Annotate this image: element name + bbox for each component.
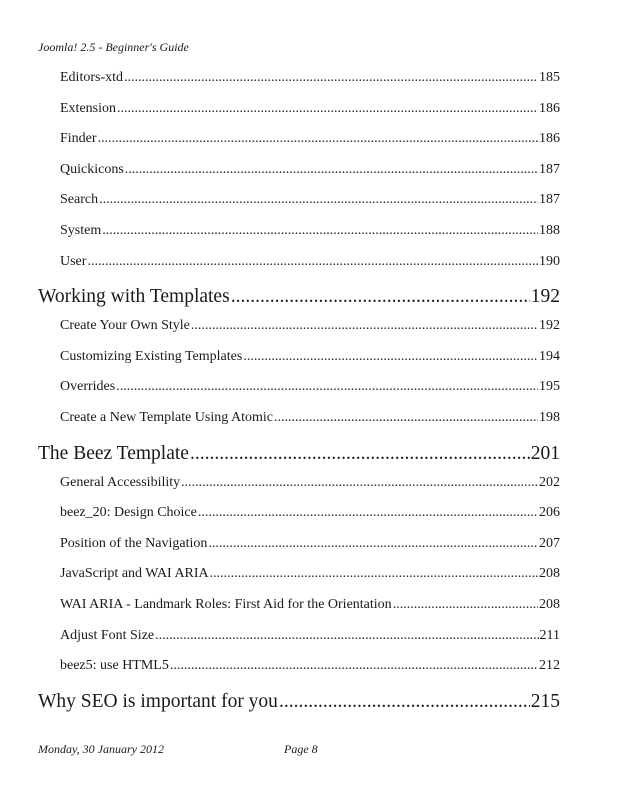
toc-entry-title: Why SEO is important for you (38, 690, 278, 712)
toc-entry-title: User (60, 253, 87, 269)
toc-entry-title: Search (60, 192, 99, 208)
toc-section-entry[interactable] (38, 566, 560, 597)
toc-section-entry[interactable] (38, 658, 560, 689)
toc-dot-leader (170, 658, 538, 674)
toc-entry-title: JavaScript and WAI ARIA (60, 566, 209, 582)
toc-page-number: 186 (539, 131, 560, 147)
toc-entry-title: General Accessibility (60, 474, 181, 490)
toc-dot-leader (102, 223, 538, 239)
toc-entry-title: System (60, 222, 102, 238)
toc-dot-leader (274, 410, 538, 426)
toc-dot-leader (208, 536, 538, 552)
toc-dot-leader (393, 597, 538, 613)
toc-dot-leader (279, 691, 530, 713)
toc-entry-title: Adjust Font Size (60, 627, 155, 643)
toc-entry-title: Extension (60, 100, 116, 116)
toc-page-number: 208 (539, 566, 560, 582)
toc-page-number: 187 (539, 192, 560, 208)
toc-section-entry[interactable] (38, 597, 560, 628)
toc-page-number: 207 (539, 535, 560, 551)
toc-page-number: 194 (539, 348, 560, 364)
toc-page-number: 202 (539, 474, 560, 490)
table-of-contents (38, 70, 560, 723)
toc-dot-leader (117, 101, 538, 117)
toc-page-number: 192 (539, 318, 560, 334)
toc-section-entry[interactable] (38, 192, 560, 223)
toc-page-number: 187 (539, 161, 560, 177)
toc-dot-leader (116, 379, 538, 395)
toc-entry-title: beez_20: Design Choice (60, 505, 197, 521)
toc-entry-title: Create a New Template Using Atomic (60, 409, 273, 425)
toc-dot-leader (124, 70, 538, 86)
toc-page-number: 190 (539, 253, 560, 269)
toc-section-entry[interactable] (38, 475, 560, 506)
toc-dot-leader (210, 566, 538, 582)
toc-page-number: 192 (530, 286, 560, 308)
footer-date: Monday, 30 January 2012 (38, 742, 164, 756)
toc-page-number: 195 (539, 379, 560, 395)
toc-dot-leader (155, 628, 538, 644)
toc-dot-leader (231, 286, 530, 308)
toc-entry-title: Position of the Navigation (60, 535, 208, 551)
footer-page-number: Page 8 (284, 742, 318, 756)
toc-section-entry[interactable] (38, 536, 560, 567)
toc-dot-leader (191, 318, 538, 334)
toc-dot-leader (198, 505, 538, 521)
toc-page-number: 212 (539, 658, 560, 674)
toc-page-number: 215 (530, 690, 560, 712)
toc-dot-leader (181, 475, 538, 491)
toc-entry-title: Finder (60, 131, 97, 147)
toc-section-entry[interactable] (38, 628, 560, 659)
toc-section-entry[interactable] (38, 254, 560, 285)
toc-section-entry[interactable] (38, 410, 560, 441)
toc-entry-title: Create Your Own Style (60, 318, 190, 334)
toc-section-entry[interactable] (38, 101, 560, 132)
toc-page-number: 185 (539, 70, 560, 85)
toc-dot-leader (99, 192, 538, 208)
toc-dot-leader (243, 349, 538, 365)
toc-entry-title: Editors-xtd (60, 70, 123, 85)
toc-dot-leader (87, 254, 538, 270)
toc-section-entry[interactable] (38, 379, 560, 410)
toc-page-number: 206 (539, 505, 560, 521)
toc-entry-title: Overrides (60, 379, 116, 395)
toc-entry-title: beez5: use HTML5 (60, 658, 169, 674)
toc-entry-title: The Beez Template (38, 442, 189, 464)
toc-page-number: 211 (539, 627, 560, 643)
toc-page-number: 198 (539, 409, 560, 425)
running-header: Joomla! 2.5 - Beginner's Guide (38, 40, 189, 54)
toc-section-entry[interactable] (38, 162, 560, 193)
toc-section-entry[interactable] (38, 349, 560, 380)
toc-section-entry[interactable] (38, 223, 560, 254)
toc-section-entry[interactable] (38, 131, 560, 162)
toc-entry-title: Customizing Existing Templates (60, 348, 243, 364)
toc-entry-title: WAI ARIA - Landmark Roles: First Aid for the Orientation (60, 596, 392, 612)
toc-entry-title: Working with Templates (38, 286, 230, 308)
toc-chapter-entry[interactable] (38, 284, 560, 318)
toc-page-number: 186 (539, 100, 560, 116)
toc-section-entry[interactable] (38, 70, 560, 101)
toc-dot-leader (190, 443, 530, 465)
toc-page-number: 208 (539, 596, 560, 612)
toc-section-entry[interactable] (38, 318, 560, 349)
toc-dot-leader (98, 131, 538, 147)
toc-chapter-entry[interactable] (38, 441, 560, 475)
toc-page-number: 201 (530, 442, 560, 464)
toc-chapter-entry[interactable] (38, 689, 560, 723)
toc-section-entry[interactable] (38, 505, 560, 536)
toc-entry-title: Quickicons (60, 161, 124, 177)
toc-dot-leader (125, 162, 538, 178)
toc-page-number: 188 (539, 222, 560, 238)
